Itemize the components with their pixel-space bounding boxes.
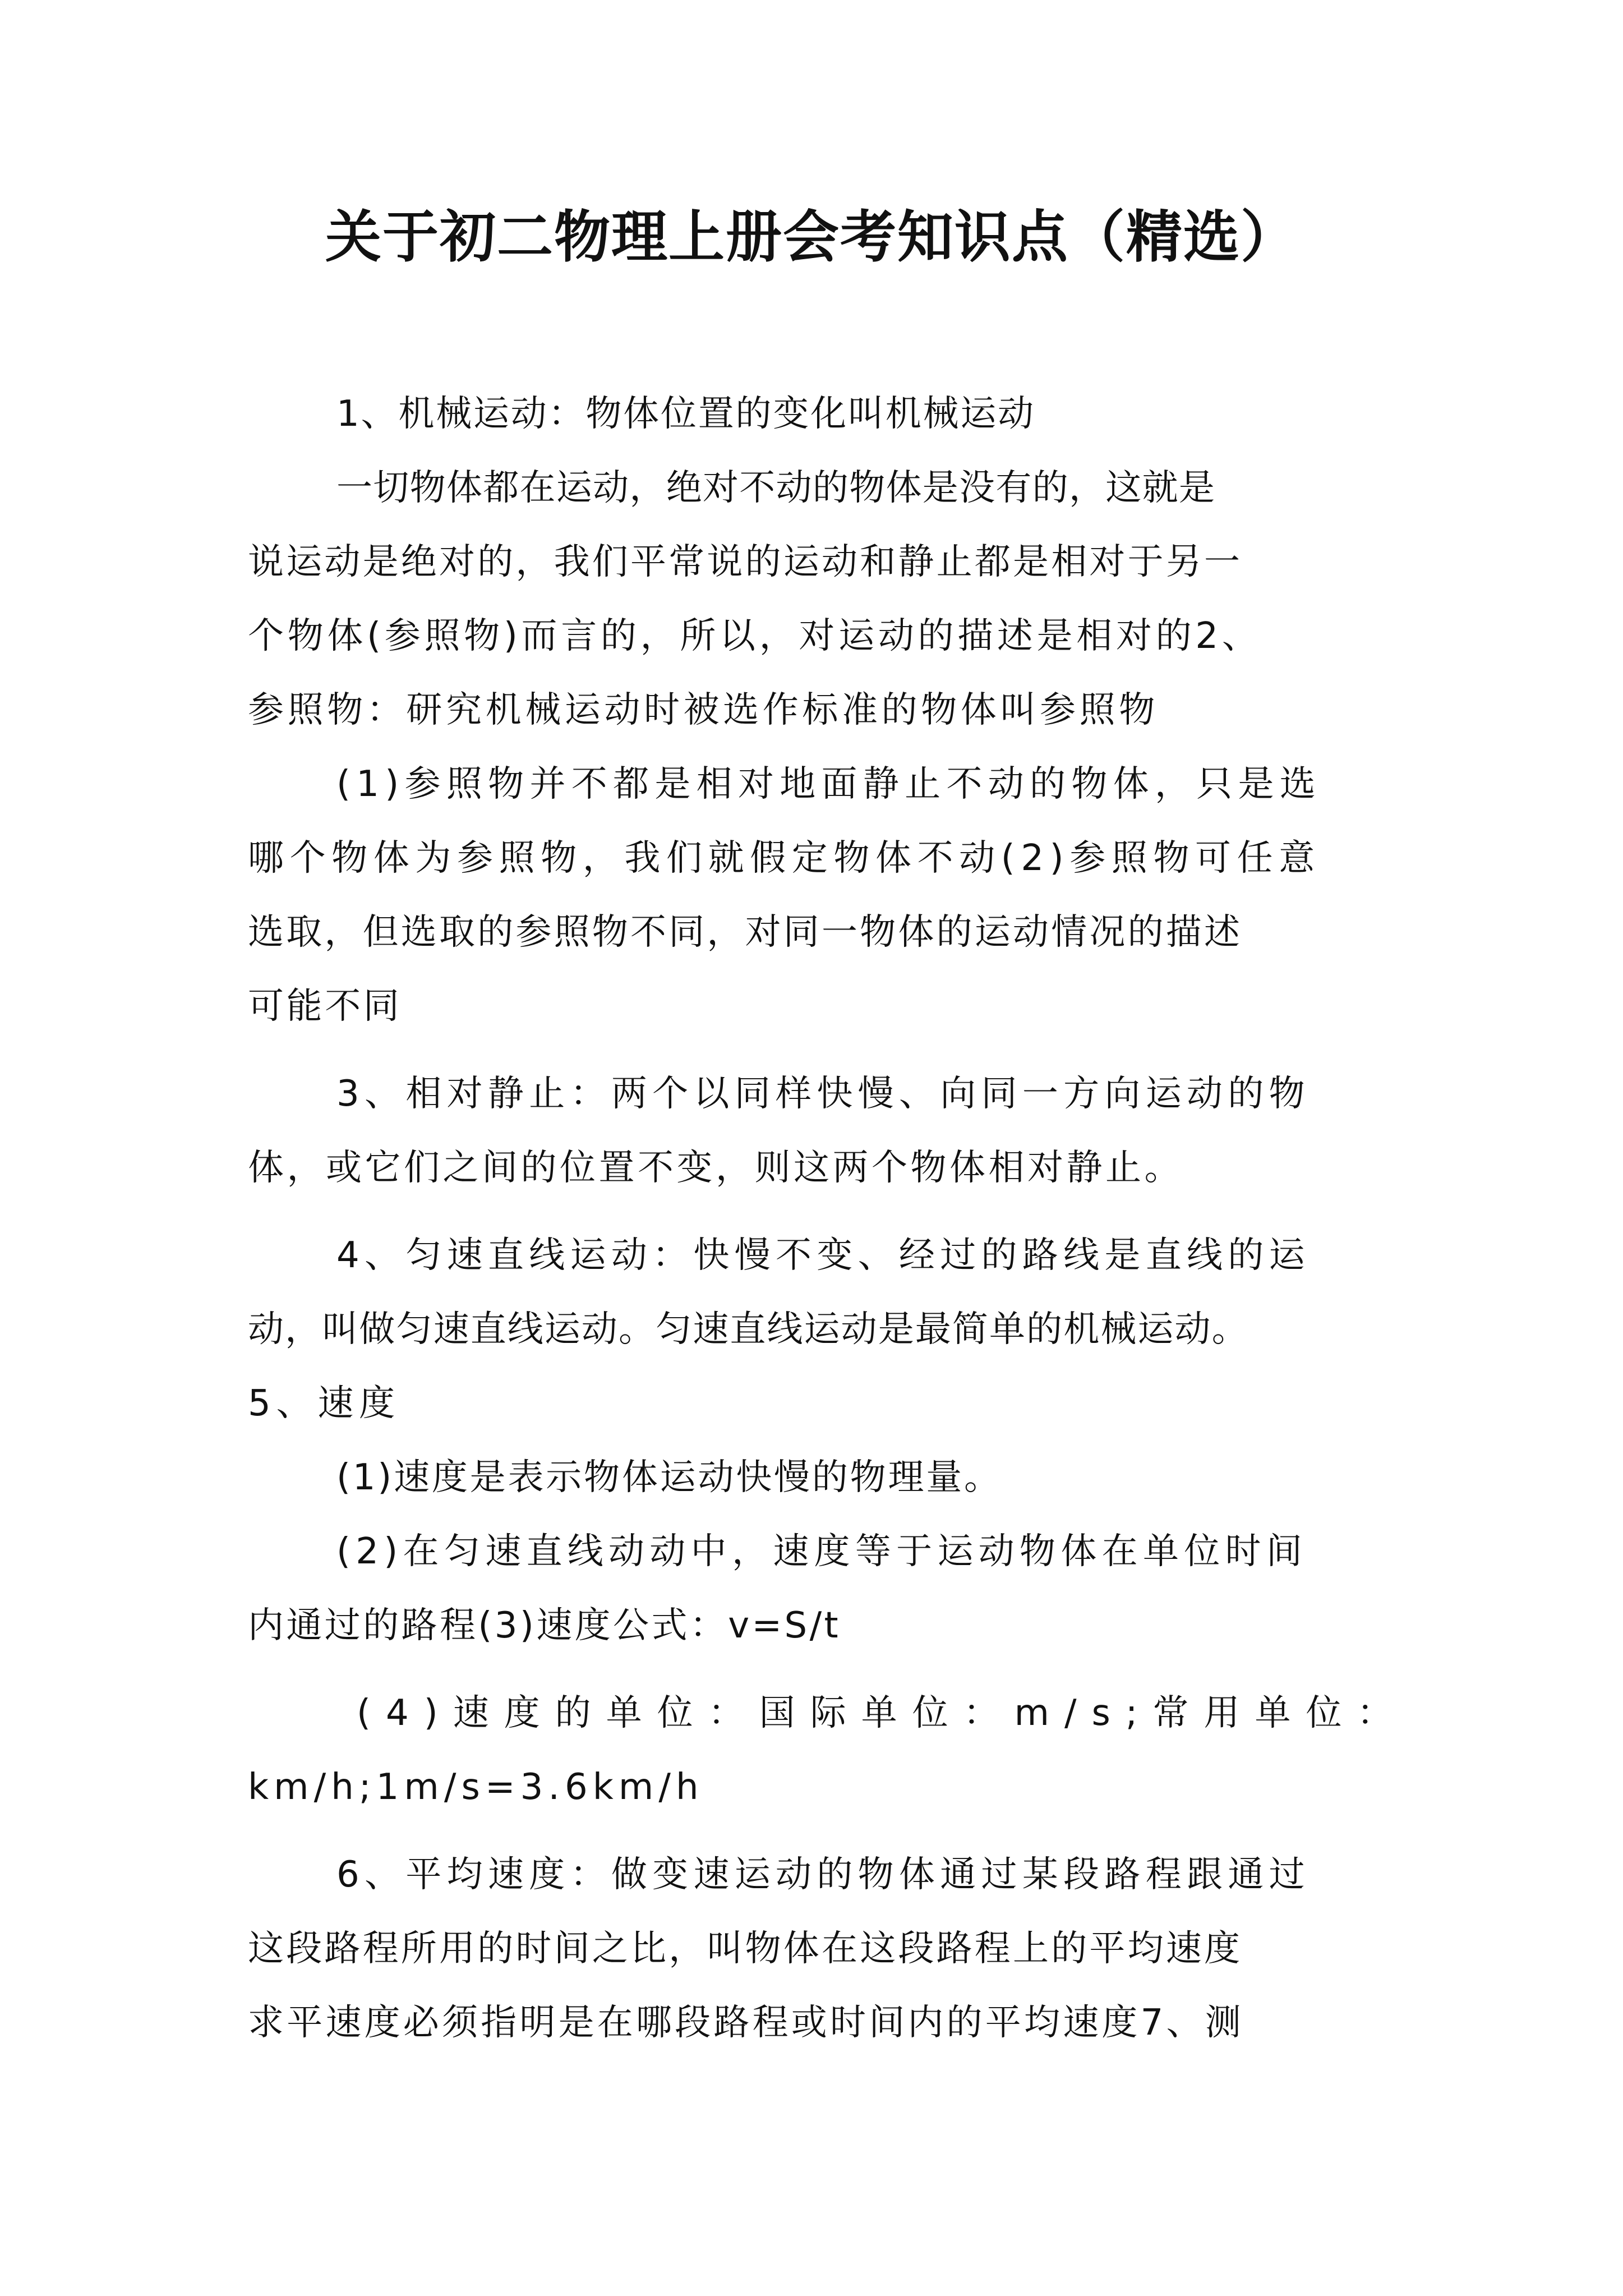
body-line: 选取，但选取的参照物不同，对同一物体的运动情况的描述: [248, 912, 1243, 953]
body-line: 6、平均速度：做变速运动的物体通过某段路程跟通过: [336, 1854, 1310, 1895]
body-line: 这段路程所用的时间之比，叫物体在这段路程上的平均速度: [248, 1928, 1243, 1970]
body-line: 参照物：研究机械运动时被选作标准的物体叫参照物: [248, 689, 1159, 731]
body-line: 哪个物体为参照物，我们就假定物体不动(2)参照物可任意: [248, 838, 1321, 879]
body-line: 内通过的路程(3)速度公式：v=S/t: [248, 1605, 841, 1646]
body-line: 4、匀速直线运动：快慢不变、经过的路线是直线的运: [336, 1235, 1310, 1276]
body-line: 一切物体都在运动，绝对不动的物体是没有的，这就是: [336, 467, 1216, 509]
body-line: 求平速度必须指明是在哪段路程或时间内的平均速度7、测: [248, 2002, 1244, 2044]
body-line: 说运动是绝对的，我们平常说的运动和静止都是相对于另一: [248, 541, 1243, 583]
body-line: (1)参照物并不都是相对地面静止不动的物体，只是选: [336, 763, 1322, 805]
body-line: km/h;1m/s=3.6km/h: [248, 1766, 704, 1808]
body-line: 可能不同: [248, 986, 402, 1027]
body-line: 5、速度: [248, 1383, 400, 1424]
body-line: 个物体(参照物)而言的，所以，对运动的描述是相对的2、: [248, 615, 1262, 657]
body-line: 3、相对静止：两个以同样快慢、向同一方向运动的物: [336, 1073, 1310, 1115]
body-line: 体，或它们之间的位置不变，则这两个物体相对静止。: [248, 1147, 1183, 1189]
document-title: 关于初二物理上册会考知识点（精选）: [325, 204, 1298, 270]
body-line: 1、机械运动：物体位置的变化叫机械运动: [336, 393, 1035, 435]
body-line: (4)速度的单位：国际单位：m/s;常用单位：: [357, 1692, 1408, 1734]
body-line: (2)在匀速直线动动中，速度等于运动物体在单位时间: [336, 1531, 1308, 1572]
body-line: 动，叫做匀速直线运动。匀速直线运动是最简单的机械运动。: [248, 1309, 1249, 1350]
body-line: (1)速度是表示物体运动快慢的物理量。: [336, 1457, 1002, 1498]
